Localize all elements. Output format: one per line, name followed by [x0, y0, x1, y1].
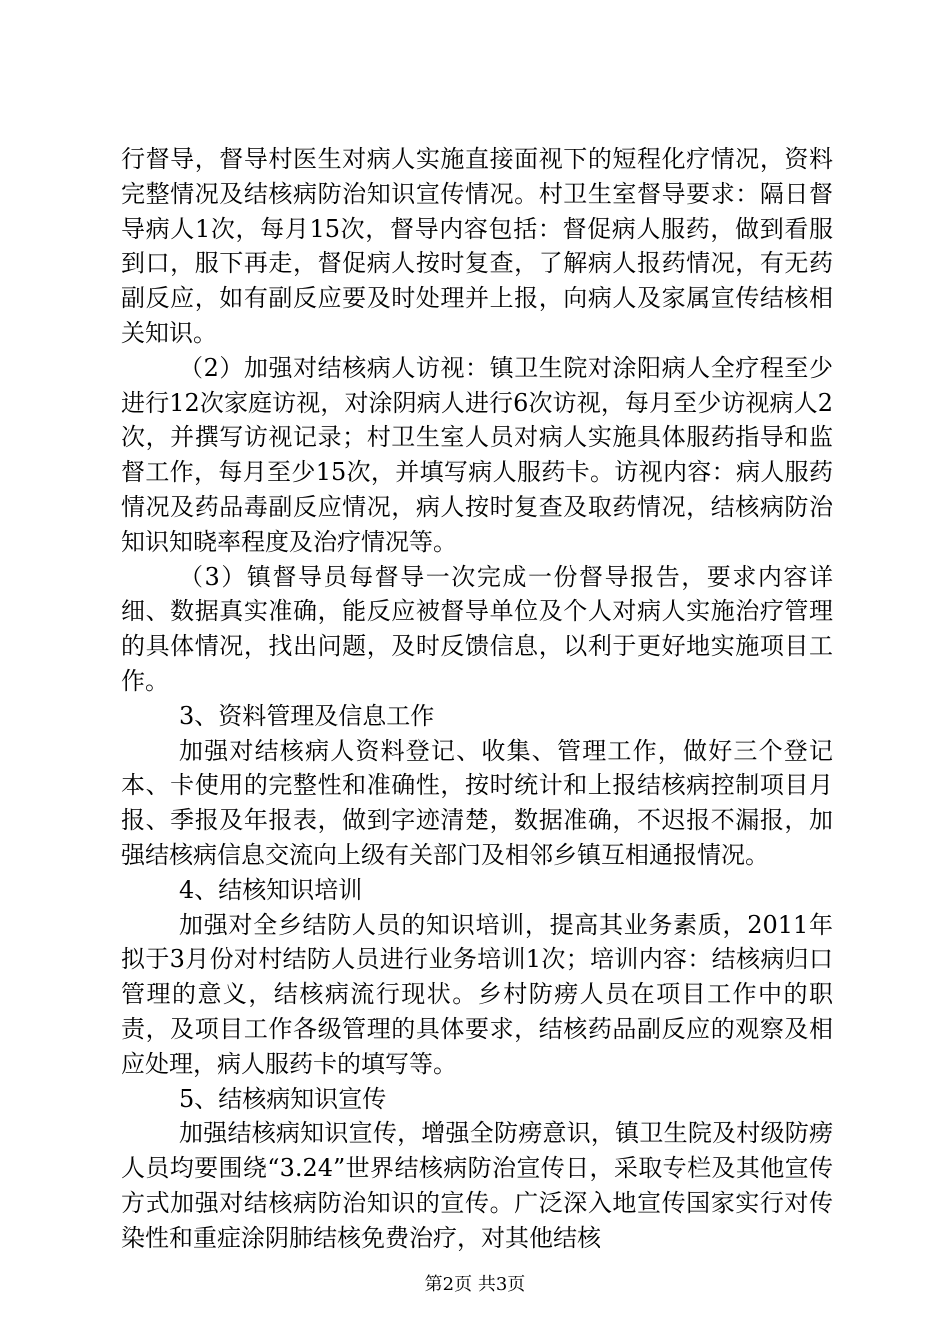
paragraph-supervisor-report: （3）镇督导员每督导一次完成一份督导报告，要求内容详细、数据真实准确，能反应被督导单位及个人对病人实施治疗管理的具体情况，找出问题，及时反馈信息，以利于更好地实施项目工作。: [121, 562, 833, 695]
section-heading-training: 4、结核知识培训: [179, 875, 363, 904]
paragraph-supervision-requirements: 行督导，督导村医生对病人实施直接面视下的短程化疗情况，资料完整情况及结核病防治知识宣传情况。村卫生室督导要求：隔日督导病人1次，每月15次，督导内容包括：督促病人服药，做到看服到口，服下再走，督促病人按时复查，了解病人报药情况，有无药副反应，如有副反应要及时处理并上报，向病人及家属宣传结核相关知识。: [121, 145, 833, 347]
paragraph-patient-visits: （2）加强对结核病人访视：镇卫生院对涂阳病人全疗程至少进行12次家庭访视，对涂阴病人进行6次访视，每月至少访视病人2次，并撰写访视记录；村卫生室人员对病人实施具体服药指导和监督工作，每月至少15次，并填写病人服药卡。访视内容：病人服药情况及药品毒副反应情况，病人按时复查及取药情况，结核病防治知识知晓率程度及治疗情况等。: [121, 353, 833, 556]
section-heading-data-management: 3、资料管理及信息工作: [179, 701, 435, 730]
paragraph-training: 加强对全乡结防人员的知识培训，提高其业务素质，2011年拟于3月份对村结防人员进行业务培训1次；培训内容：结核病归口管理的意义，结核病流行现状。乡村防痨人员在项目工作中的职责，及项目工作各级管理的具体要求，结核药品副反应的观察及相应处理，病人服药卡的填写等。: [121, 910, 833, 1078]
document-body: [121, 142, 833, 1256]
section-heading-publicity: 5、结核病知识宣传: [179, 1084, 387, 1113]
paragraph-data-management: 加强对结核病人资料登记、收集、管理工作，做好三个登记本、卡使用的完整性和准确性，按时统计和上报结核病控制项目月报、季报及年报表，做到字迹清楚，数据准确，不迟报不漏报，加强结核病信息交流向上级有关部门及相邻乡镇互相通报情况。: [121, 736, 833, 869]
page-number-footer: 第2页 共3页: [424, 1274, 526, 1295]
paragraph-publicity: 加强结核病知识宣传，增强全防痨意识，镇卫生院及村级防痨人员均要围绕“3.24”世界结核病防治宣传日，采取专栏及其他宣传方式加强对结核病防治知识的宣传。广泛深入地宣传国家实行对传染性和重症涂阴肺结核免费治疗，对其他结核: [121, 1119, 833, 1252]
